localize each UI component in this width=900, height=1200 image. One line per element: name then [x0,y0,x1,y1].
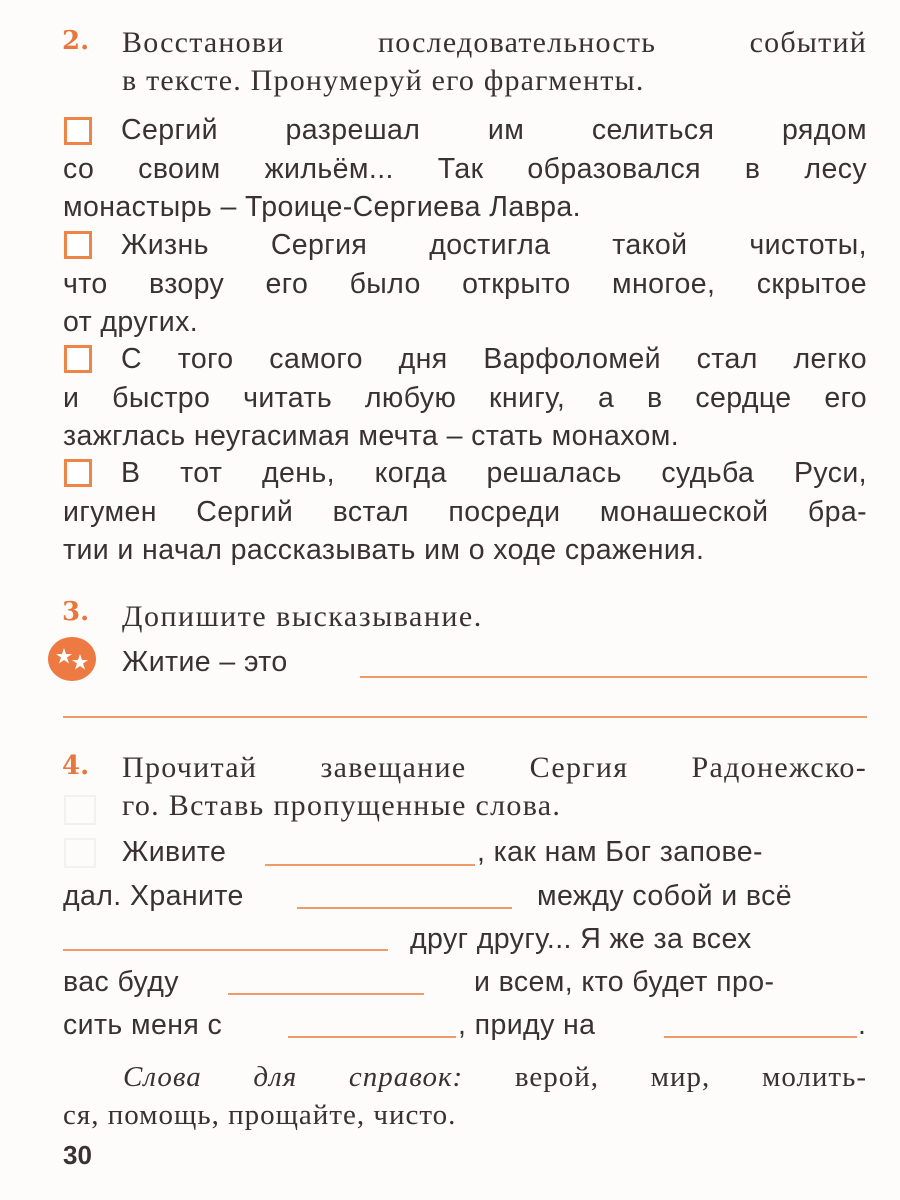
reference-line-2: ся, помощь, прощайте, чисто. [63,1099,457,1131]
fragment-1-line-1: Сергий разрешал им селиться рядом [121,114,867,146]
fragment-4-line-2: игумен Сергий встал посреди монашеской бра- [63,495,867,528]
task-4-heading [122,749,867,825]
testament-text: сить меня с [63,1009,223,1041]
reference-line-1 [63,1058,867,1096]
reference-words [63,1058,867,1134]
testament-text: Живите [122,836,227,868]
task-2-heading-line-2: в тексте. Пронумеруй его фрагменты. [122,64,645,97]
testament-text: дал. Храните [63,880,244,912]
testament-text: друг другу... Я же за всех [410,923,752,955]
task-4-heading-line-2: го. Вставь пропущенные слова. [122,789,562,822]
fragment-3-line-1: С того самого дня Варфоломей стал легко [121,343,867,375]
testament-text: вас буду [63,966,179,998]
blank-3[interactable] [63,949,388,951]
blank-5[interactable] [288,1036,456,1038]
fragment-1-line-3: монастырь – Троице-Сергиева Лавра. [63,191,581,224]
task-3-prompt: Житие – это [122,646,288,678]
testament-text: . [858,1009,867,1041]
faint-background-box [64,795,96,825]
faint-background-box [64,838,96,868]
fragment-2-line-1: Жизнь Сергия достигла такой чистоты, [121,229,867,261]
task-2-number: 2. [62,26,90,56]
testament-text: , как нам Бог запове- [477,836,763,868]
fragment-2-line-2: что взору его было открыто многое, скрытое [63,267,867,300]
testament-text: и всем, кто будет про- [474,966,775,998]
reference-label: Слова для справок: [123,1061,464,1093]
task-2-heading [122,24,867,100]
blank-6[interactable] [664,1036,857,1038]
testament-text: , приду на [458,1009,596,1041]
fragment-3 [63,340,867,456]
fragment-4-line-1: В тот день, когда решалась судьба Руси, [121,457,867,489]
task-3-heading-text: Допишите высказывание. [122,600,483,633]
task-3-answer-line-1[interactable] [360,676,867,678]
task-2-heading-line-1: Восстанови последовательность событий [122,26,867,59]
task-3-answer-line-2[interactable] [63,716,867,718]
fragment-1 [63,111,867,227]
blank-4[interactable] [228,993,424,995]
task-3-heading [122,598,867,636]
fragment-3-line-3: зажглась неугасимая мечта – стать монахом. [63,420,680,453]
task-4-heading-line-1: Прочитай завещание Сергия Радонежско- [122,751,867,784]
fragment-2-line-3: от других. [63,306,199,339]
fragment-4-line-3: тии и начал рассказывать им о ходе сражения. [63,534,705,567]
fragment-2 [63,226,867,342]
task-4-number: 4. [62,751,90,781]
blank-1-chisto[interactable] [265,864,475,866]
fragment-4 [63,454,867,570]
testament-text: между собой и всё [537,880,792,912]
two-stars-icon [48,637,96,681]
page-number: 30 [63,1140,92,1170]
reference-words-1: верой, мир, молить- [514,1061,867,1093]
task-3-number: 3. [62,597,90,627]
fragment-3-line-2: и быстро читать любую книгу, а в сердце его [63,381,867,414]
fragment-1-line-2: со своим жильём... Так образовался в лесу [63,152,867,185]
blank-2[interactable] [297,907,512,909]
